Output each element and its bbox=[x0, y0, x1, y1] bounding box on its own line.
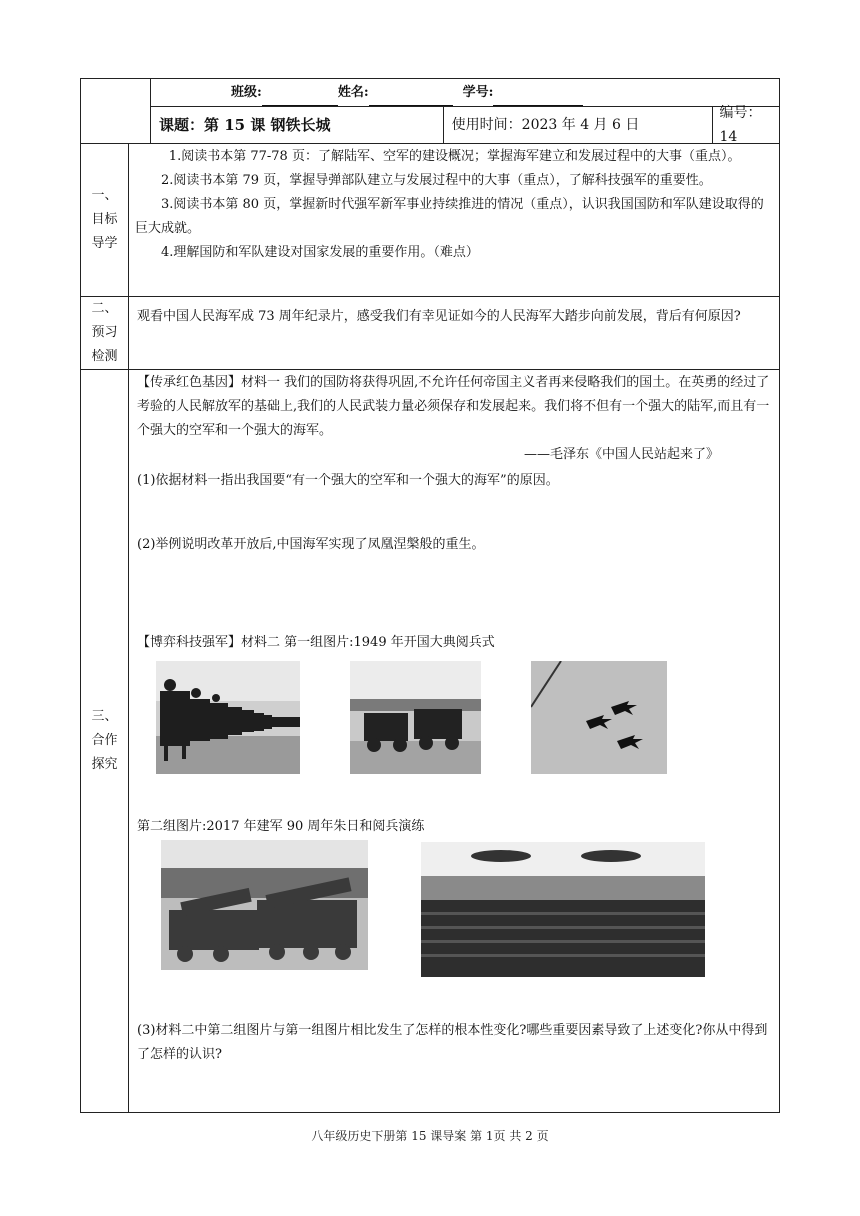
usage-time: 使用时间：2023 年 4 月 6 日 bbox=[444, 107, 714, 143]
page-footer: 八年级历史下册第 15 课导案 第 1页 共 2 页 bbox=[311, 1129, 549, 1143]
corner-cell bbox=[81, 79, 151, 144]
topic-row bbox=[151, 107, 780, 144]
cavalry-parade-photo bbox=[156, 661, 300, 774]
question-1: (1)依据材料一指出我国要“有一个强大的空军和一个强大的海军”的原因。 bbox=[137, 473, 559, 488]
section2-label-line: 预习 bbox=[91, 325, 118, 340]
section3-label-line: 三、 bbox=[91, 709, 118, 724]
section3-label-line: 探究 bbox=[91, 757, 118, 772]
section1-label-line: 导学 bbox=[91, 236, 118, 251]
serial-number: 编号：14 bbox=[719, 105, 762, 145]
section2-label-line: 二、 bbox=[91, 301, 118, 316]
group-two-caption: 第二组图片:2017 年建军 90 周年朱日和阅兵演练 bbox=[137, 819, 425, 834]
aircraft-flyover-photo bbox=[531, 661, 667, 774]
number-field[interactable] bbox=[493, 89, 583, 106]
section2-label bbox=[81, 297, 129, 370]
section1-label bbox=[81, 144, 129, 297]
class-field[interactable] bbox=[262, 89, 338, 106]
name-field[interactable] bbox=[369, 89, 453, 106]
name-label: 姓名: bbox=[337, 85, 369, 100]
material-one: 【传承红色基因】材料一 我们的国防将获得巩固,不允许任何帝国主义者再来侵略我们的国土。在英勇的经过了考验的人民解放军的基础上,我们的人民武装力量必须保存和发展起来。我们将不但有一个强大的陆军,而且有一个强大的空军和一个强大的海军。 bbox=[137, 375, 770, 438]
objective-item: 3.阅读书本第 80 页，掌握新时代强军新军事业持续推进的情况（重点），认识我国国防和军队建设取得的巨大成就。 bbox=[135, 197, 764, 236]
section3-label bbox=[81, 370, 129, 1113]
objective-item: 4.理解国防和军队建设对国家发展的重要作用。（难点） bbox=[161, 245, 479, 260]
artillery-parade-photo bbox=[350, 661, 481, 774]
class-label: 班级: bbox=[231, 85, 262, 100]
question-3: (3)材料二中第二组图片与第一组图片相比发生了怎样的根本性变化?哪些重要因素导致了上述变化?你从中得到了怎样的认识? bbox=[137, 1023, 768, 1062]
section1-label-line: 一、 bbox=[91, 188, 118, 203]
section3-label-line: 合作 bbox=[91, 733, 118, 748]
objective-item: 2.阅读书本第 79 页，掌握导弹部队建立与发展过程中的大事（重点），了解科技强军的重要性。 bbox=[161, 173, 712, 188]
question-2: (2)举例说明改革开放后,中国海军实现了凤凰涅槃般的重生。 bbox=[137, 537, 485, 552]
lesson-topic: 课题：第 15 课 钢铁长城 bbox=[151, 107, 444, 143]
number-label: 学号: bbox=[462, 85, 494, 100]
material-one-source: ——毛泽东《中国人民站起来了》 bbox=[523, 447, 719, 462]
material-two: 【博弈科技强军】材料二 第一组图片:1949 年开国大典阅兵式 bbox=[137, 635, 495, 650]
section2-content: 观看中国人民海军成 73 周年纪录片，感受我们有幸见证如今的人民海军大踏步向前发展，背后有何原因? bbox=[129, 297, 780, 370]
objective-item: 1.阅读书本第 77-78 页：了解陆军、空军的建设概况；掌握海军建立和发展过程中的大事（重点）。 bbox=[168, 149, 741, 164]
student-info-row bbox=[151, 79, 780, 107]
section2-label-line: 检测 bbox=[91, 349, 118, 364]
troops-review-photo bbox=[421, 842, 705, 977]
missile-vehicle-photo bbox=[161, 840, 368, 970]
section1-label-line: 目标 bbox=[91, 212, 118, 227]
section1-content bbox=[129, 144, 780, 297]
